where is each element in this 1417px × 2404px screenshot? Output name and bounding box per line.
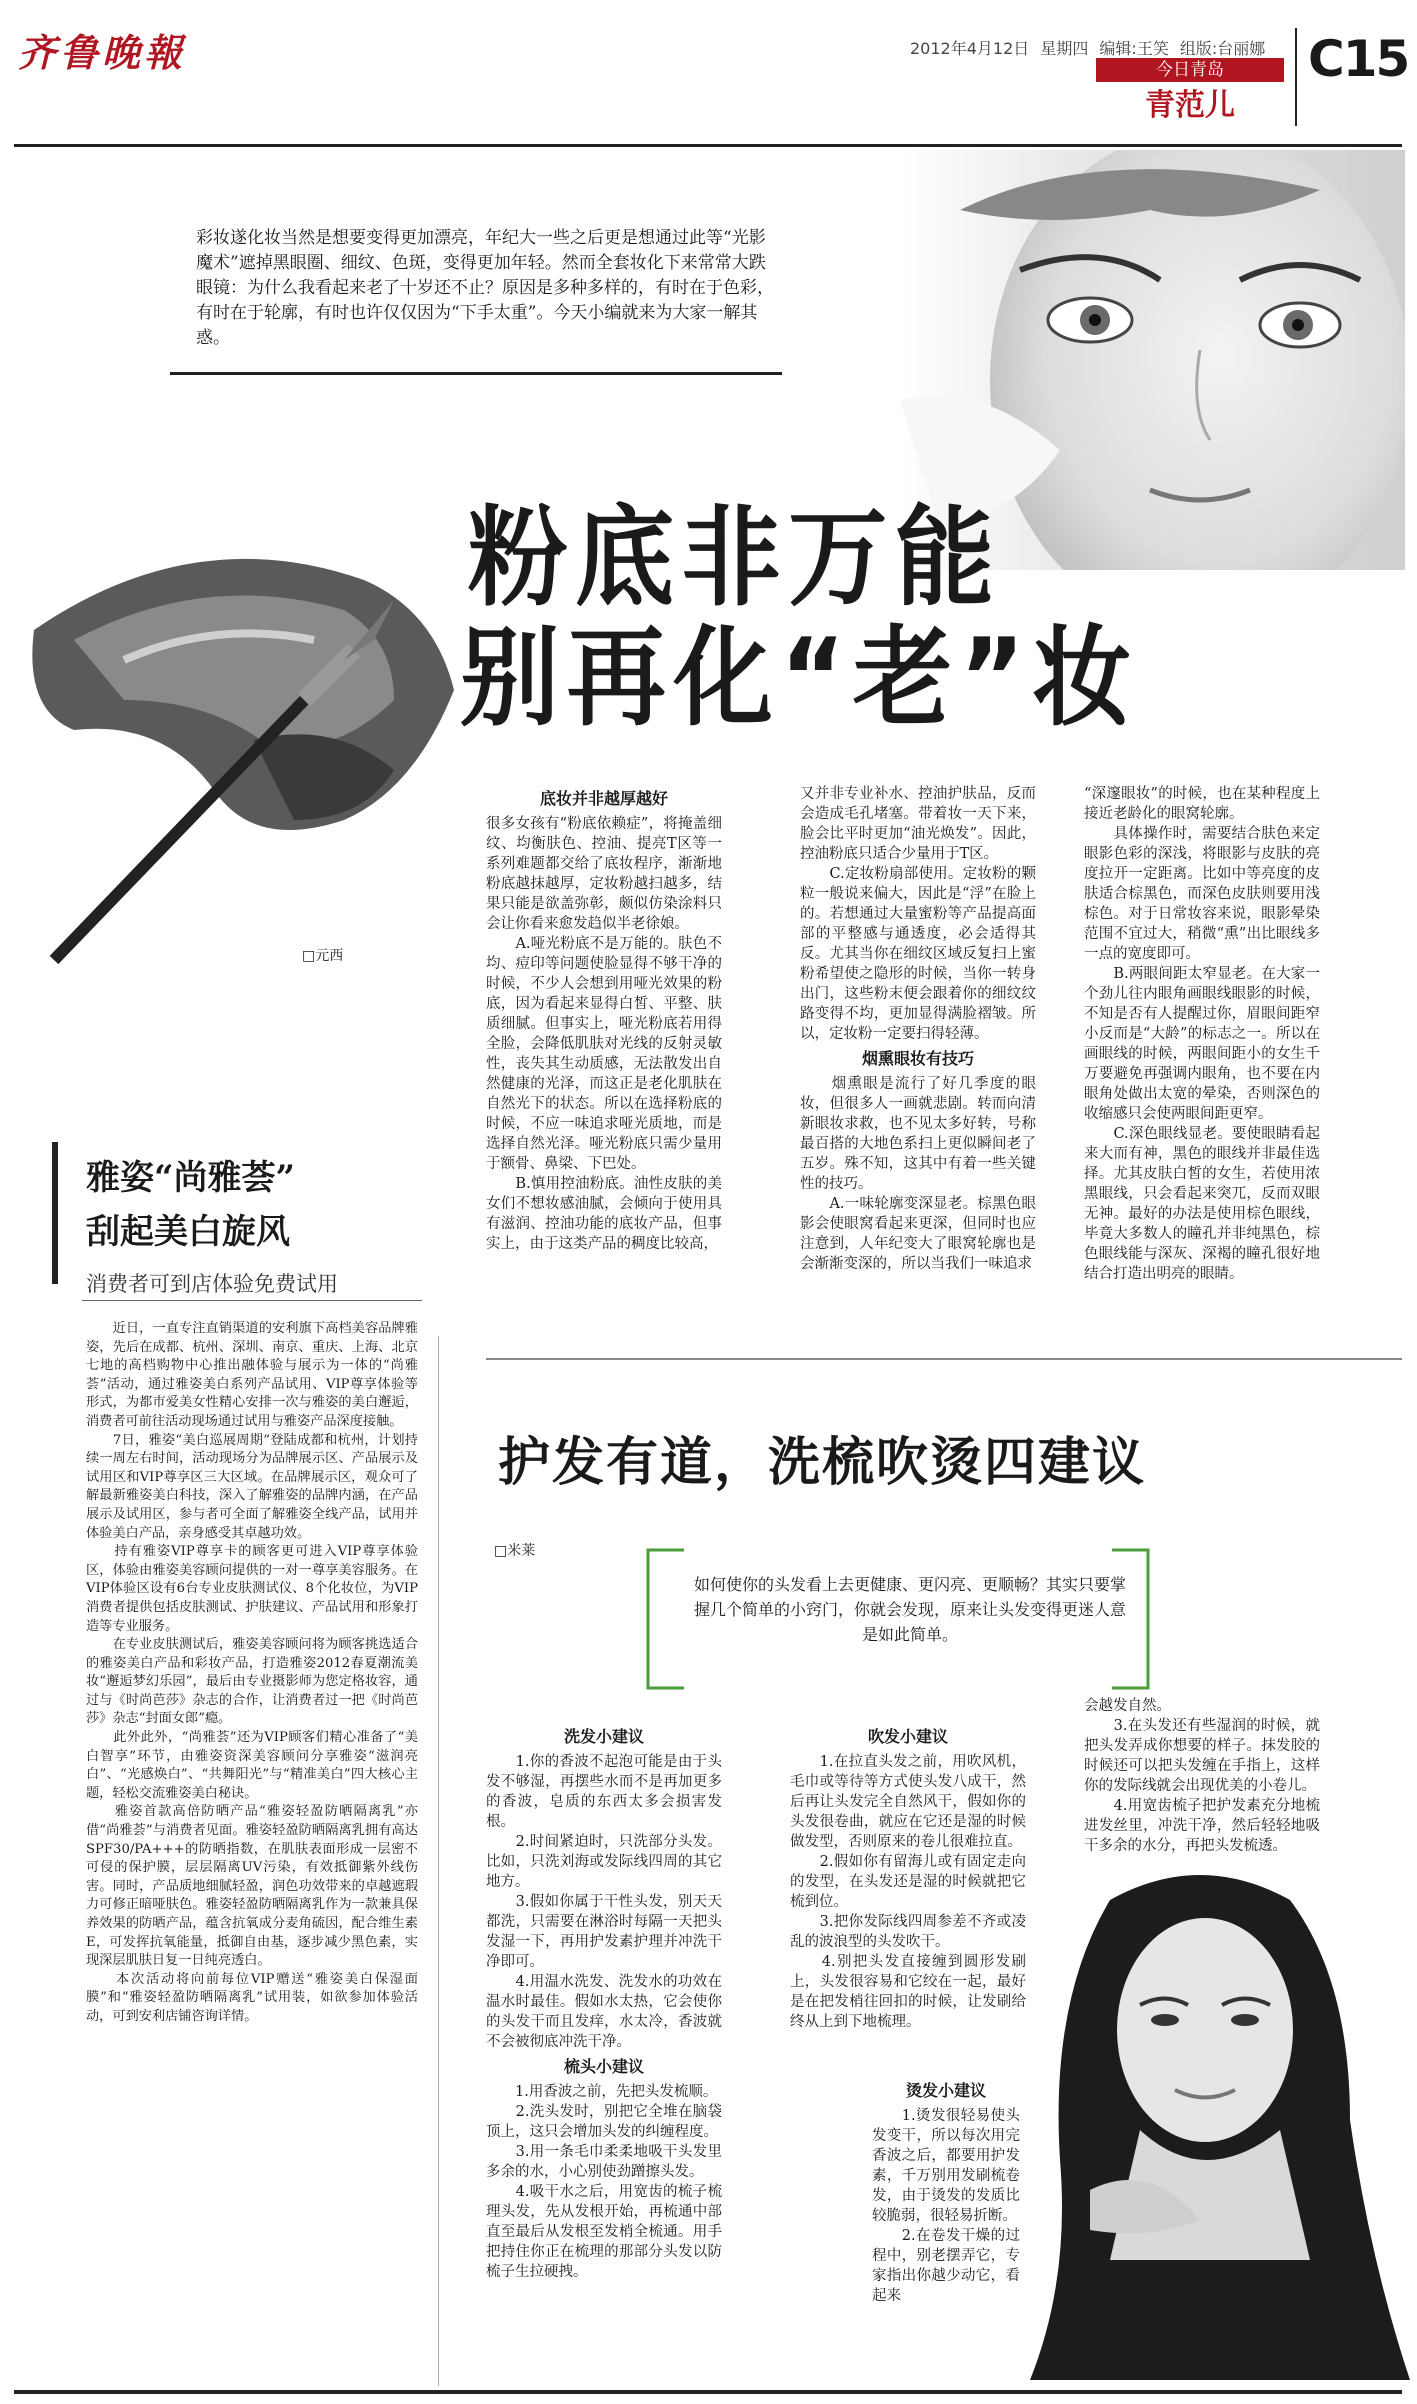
sidebar-title-line-1: 雅姿“尚雅荟” (86, 1158, 296, 1198)
headline-line-2: 别再化“老”妆 (460, 616, 1139, 741)
sidebar-title-line-2: 刮起美白旋风 (86, 1212, 290, 1252)
article2-top-rule (486, 1358, 1402, 1360)
page-number: C15 (1308, 30, 1409, 88)
column-divider (438, 1336, 439, 2386)
column-text: “深邃眼妆”的时候，也在某种程度上接近老龄化的眼窝轮廓。 具体操作时，需要结合肤色来定眼影色彩的深浅，将眼影与皮肤的亮度拉开一定距离。比如中等亮度的皮肤适合棕黑色，而深色皮肤则要用浅棕色。对于日常妆容来说，眼影晕染范围不宜过大，稍微“熏”出比眼线多一点的宽度即可。 B.两眼间距太窄显老。在大家一个劲儿往内眼角画眼线眼影的时候，不知是否有人提醒过你，眉眼间距窄小反而是“大龄”的标志之一。所以在画眼线的时候，两眼间距小的女生千万要避免再强调内眼角，也不要在内眼角处做出太宽的晕染，否则深色的收缩感只会使两眼间距更窄。 C.深色眼线显老。要使眼睛看起来大而有神，黑色的眼线并非最佳选择。尤其皮肤白皙的女生，若使用浓黑眼线，只会看起来突兀，反而双眼无神。最好的办法是使用棕色眼线，毕竟大多数人的瞳孔并非纯黑色，棕色眼线能与深灰、深褐的瞳孔很好地结合打造出明亮的眼睛。 (1084, 786, 1320, 1282)
article2-column-3 (1084, 1696, 1320, 1856)
sidebar-accent-bar (52, 1142, 58, 1284)
sidebar-deck: 消费者可到店体验免费试用 (86, 1272, 338, 1296)
subhead-smoky-eyes: 烟熏眼妆有技巧 (861, 1049, 974, 1068)
column-text: 1.在拉直头发之前，用吹风机，毛巾或等待等方式使头发八成干，然后再让头发完全自然风干，假如你的头发很卷曲，就应在它还是湿的时候做发型，否则原来的卷儿很难拉直。 2.假如你有留海儿或有固定走向的发型，在头发还是湿的时候就把它梳到位。 3.把你发际线四周参差不齐或凌乱的波浪型的头发吹干。 4.别把头发直接缠到圆形发刷上，头发很容易和它绞在一起，最好是在把发梢往回扣的时候，让发刷给终从上到下地梳理。 (790, 1754, 1026, 2030)
masthead-logo: 齐鲁晚報 (18, 30, 187, 75)
article-intro: 彩妆遂化妆当然是想要变得更加漂亮，年纪大一些之后更是想通过此等“光影魔术”遮掉黑眼圈、细纹、色斑，变得更加年轻。然而全套妆化下来常常大跌眼镜：为什么我看起来老了十岁还不止？原因是多种多样的，有时在于色彩，有时在于轮廓，有时也许仅仅因为“下手太重”。今天小编就来为大家一解其惑。 (196, 228, 774, 348)
section-label: 今日青岛 (1096, 58, 1284, 82)
sidebar-rule (82, 1300, 422, 1301)
subhead-perm: 烫发小建议 (905, 2081, 986, 2100)
footer-rule (14, 2390, 1402, 2394)
byline: □元西 (302, 948, 344, 964)
header-rule (14, 144, 1402, 147)
sidebar-body: 近日，一直专注直销渠道的安利旗下高档美容品牌雅姿，先后在成都、杭州、深圳、南京、重庆、上海、北京七地的高档购物中心推出融体验与展示为一体的“尚雅荟”活动，通过雅姿美白系列产品试用、VIP尊享体验等形式，为都市爱美女性精心安排一次与雅姿的美白邂逅，消费者可前往活动现场通过试用与雅姿产品深度接触。 7日，雅姿“美白巡展周期”登陆成都和杭州，计划持续一周左右时间，活动现场分为品牌展示区、产品展示及试用区和VIP尊享区三大区域。在品牌展示区，观众可了解最新雅姿美白科技，深入了解雅姿的品牌内涵，在产品展示及试用区，参与者可全面了解雅姿全线产品，试用并体验美白产品，亲身感受其卓越功效。 持有雅姿VIP尊享卡的顾客更可进入VIP尊享体验区，体验由雅姿美容顾问提供的一对一尊享美容服务。在VIP体验区设有6台专业皮肤测试仪、8个化妆位，为VIP消费者提供包括皮肤测试、护肤建议、产品试用和形象打造等专业服务。 在专业皮肤测试后，雅姿美容顾问将为顾客挑选适合的雅姿美白产品和彩妆产品，打造雅姿2012春夏潮流美妆“邂逅梦幻乐园”，最后由专业摄影师为您定格妆容，通过与《时尚芭莎》杂志的合作，让消费者过一把《时尚芭莎》杂志“封面女郎”瘾。 此外此外，“尚雅荟”还为VIP顾客们精心准备了“美白智享”环节，由雅姿资深美容顾问分享雅姿“滋润亮白”、“光感焕白”、“共舞阳光”与“精准美白”四大核心主题，轻松交流雅姿美白秘诀。 雅姿首款高倍防晒产品“雅姿轻盈防晒隔离乳”亦借“尚雅荟”与消费者见面。雅姿轻盈防晒隔离乳拥有高达SPF30/PA+++的防晒指数，在肌肤表面形成一层密不可侵的保护膜，层层隔离UV污染，有效抵御紫外线伤害。同时，产品质地细腻轻盈，润色功效带来的卓越遮瑕力可修正暗哑肤色。雅姿轻盈防晒隔离乳作为一款兼具保养效果的防晒产品，蕴含抗氧成分麦角硫因，配合维生素E，可发挥抗氧能量，抵御自由基，逐步减少黑色素，实现深层肌肤日复一日纯亮透白。 本次活动将向前每位VIP赠送“雅姿美白保湿面膜”和“雅姿轻盈防晒隔离乳”试用装，如欲参加体验活动，可到安利店铺咨询详情。 (86, 1321, 418, 2024)
article1-column-3 (1084, 784, 1320, 1284)
article2-headline: 护发有道，洗梳吹烫四建议 (498, 1433, 1147, 1493)
pull-quote: 如何使你的头发看上去更健康、更闪亮、更顺畅？其实只要掌握几个简单的小窍门，你就会发现，原来让头发变得更迷人意是如此简单。 (693, 1575, 1126, 1644)
column-text: 会越发自然。 3.在头发还有些湿润的时候，就把头发弄成你想要的样子。抹发胶的时候还可以把头发缠在手指上，这样你的发际线就会出现优美的小卷儿。 4.用宽齿梳子把护发素充分地梳进发丝里，冲洗干净，然后轻轻地吸干多余的水分，再把头发梳透。 (1084, 1698, 1320, 1854)
issue-meta: 2012年4月12日 星期四 编辑:王笑 组版:台丽娜 (910, 39, 1266, 58)
column-text: 1.用香波之前，先把头发梳顺。 2.洗头发时，别把它全堆在脑袋顶上，这只会增加头发的纠缠程度。 3.用一条毛巾柔柔地吸干头发里多余的水，小心别使劲蹭擦头发。 4.吸干水之后，用宽齿的梳子梳理头发，先从发根开始，再梳通中部直至最后从发根至发梢全梳通。用手把持住你正在梳理的那部分头发以防梳子生拉硬拽。 (486, 2084, 722, 2280)
article1-column-2 (800, 784, 1036, 1274)
section-name: 青范儿 (1145, 88, 1235, 123)
column-text: 1.烫发很轻易使头发变干，所以每次用完香波之后，都要用护发素，千万别用发刷梳卷发，由于烫发的发质比较脆弱，很轻易折断。 2.在卷发干燥的过程中，别老摆弄它，专家指出你越少动它，看起来 (872, 2108, 1020, 2304)
subhead-blowdry: 吹发小建议 (867, 1727, 948, 1746)
article1-column-1 (486, 784, 722, 1254)
subhead-foundation: 底妆并非越厚越好 (539, 789, 668, 808)
headline-line-1: 粉底非万能 (468, 496, 1002, 621)
header-divider (1295, 28, 1297, 126)
column-text: 很多女孩有“粉底依赖症”，将掩盖细纹、均衡肤色、控油、提亮T区等一系列难题都交给了底妆程序，渐渐地粉底越抹越厚，定妆粉越扫越多，结果只能是欲盖弥彰，颇似仿染涂料只会让你看来愈发趋似半老徐娘。 A.哑光粉底不是万能的。肤色不均、痘印等问题使脸显得不够干净的时候，不少人会想到用哑光效果的粉底，因为看起来显得白皙、平整、肤质细腻。但事实上，哑光粉底若用得全脸，会降低肌肤对光线的反射灵敏性，丧失其生动质感，无法散发出自然健康的光泽，而这正是老化肌肤在自然光下的状态。所以在选择粉底的时候，不应一味追求哑光质地，而是选择自然光泽。哑光粉底只需少量用于额骨、鼻梁、下巴处。 B.慎用控油粉底。油性皮肤的美女们不想妆感油腻，会倾向于使用具有滋润、控油功能的底妆产品，但事实上，由于这类产品的稠度比较高， (486, 816, 722, 1252)
column-text: 1.你的香波不起泡可能是由于头发不够湿，再摆些水而不是再加更多的香波，皂质的东西太多会损害发根。 2.时间紧迫时，只洗部分头发。比如，只洗刘海或发际线四周的其它地方。 3.假如你属于干性头发，别天天都洗，只需要在淋浴时每隔一天把头发湿一下，再用护发素护理并冲洗干净即可。 4.用温水洗发、洗发水的功效在温水时最佳。假如水太热，它会使你的头发干而且发痒，水太冷，香波就不会被彻底冲洗干净。 (486, 1754, 722, 2050)
hair-model-photo (990, 1860, 1410, 2380)
article2-column-1 (486, 1722, 722, 2282)
subhead-washing: 洗发小建议 (563, 1727, 644, 1746)
column-text: 又并非专业补水、控油护肤品，反而会造成毛孔堵塞。带着妆一天下来，脸会比平时更加“油光焕发”。因此，控油粉底只适合少量用于T区。 C.定妆粉扇部使用。定妆粉的颗粒一般说来偏大，因此是“浮”在脸上的。若想通过大量蜜粉等产品提高面部的平整感与通透度，必会适得其反。尤其当你在细纹区域反复扫上蜜粉希望使之隐形的时候，当你一转身出门，这些粉末便会跟着你的细纹纹路变得不均，更加显得满脸褶皱。所以，定妆粉一定要扫得轻薄。 (800, 786, 1036, 1042)
column-text: 烟熏眼是流行了好几季度的眼妆，但很多人一画就悲剧。转而向清新眼妆求救，也不见太多好转，号称最百搭的大地色系扫上更似瞬间老了五岁。殊不知，这其中有着一些关键性的技巧。 A.一味轮廓变深显老。棕黑色眼影会使眼窝看起来更深，但同时也应注意到，人年纪变大了眼窝轮廓也是会渐渐变深的，所以当我们一味追求 (800, 1076, 1036, 1272)
subhead-combing: 梳头小建议 (563, 2057, 644, 2076)
intro-rule (170, 372, 782, 375)
makeup-brush-illustration (14, 490, 492, 970)
article2-byline: □米莱 (494, 1543, 536, 1559)
